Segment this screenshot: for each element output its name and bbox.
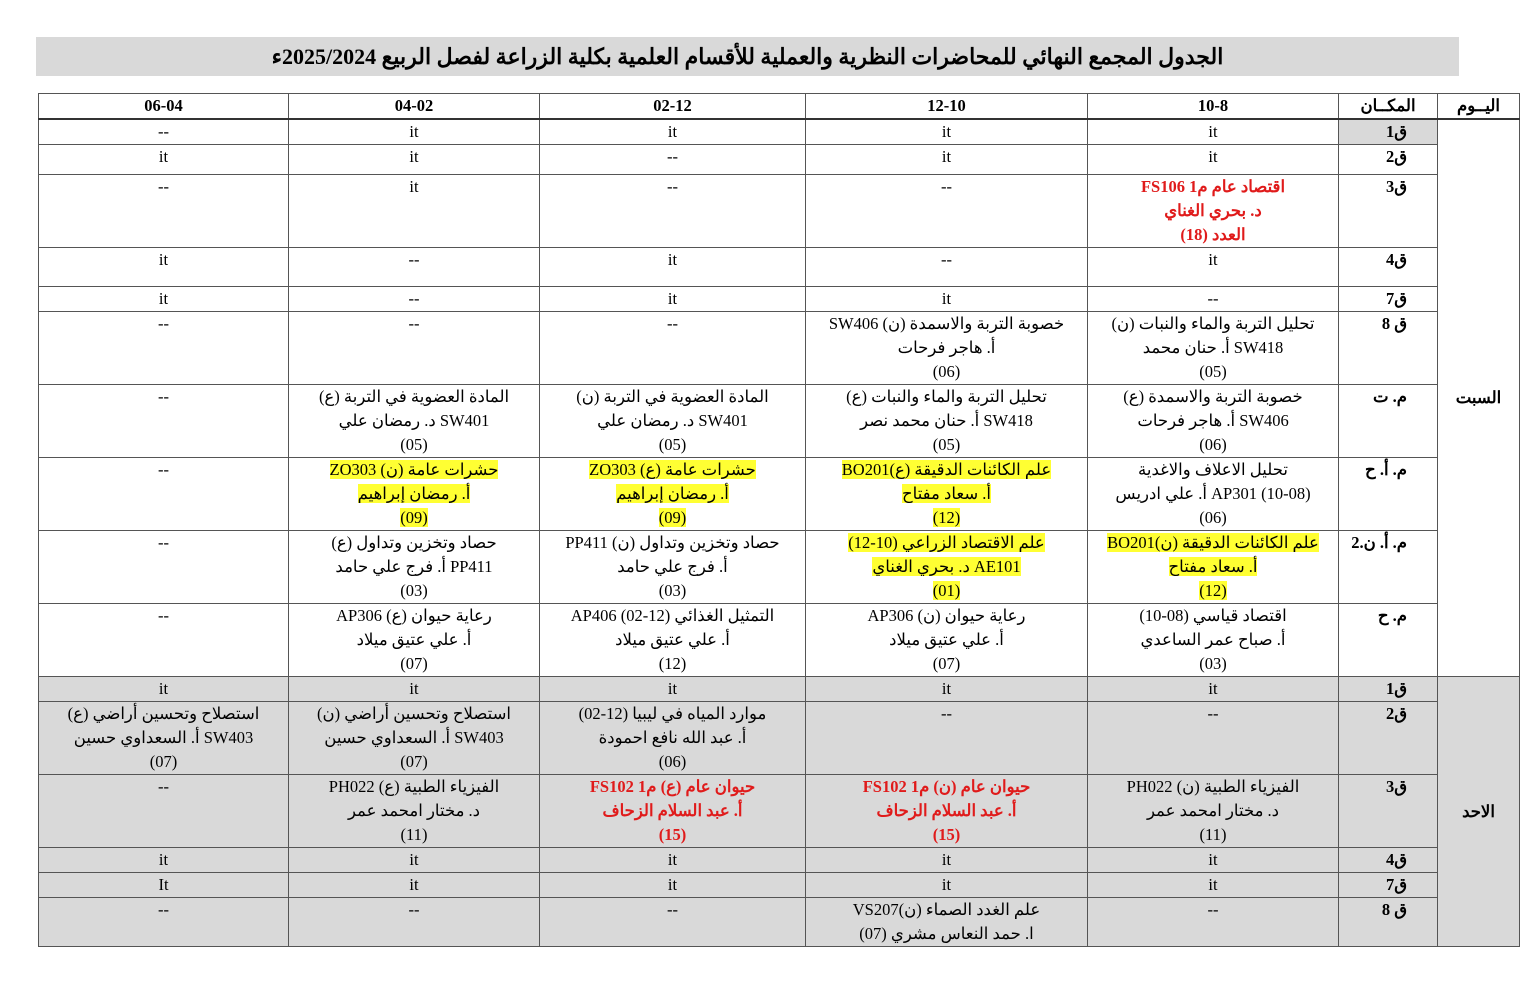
- course-name: اقتصاد عام م1 FS106: [1140, 177, 1286, 196]
- table-row: [39, 385, 1520, 458]
- course-name: استصلاح وتحسين أراضي (ع): [67, 704, 260, 723]
- lecturer: أ. عبد السلام الزحاف: [602, 801, 743, 820]
- cell: it: [289, 119, 540, 145]
- lecture-cell: [806, 775, 1088, 848]
- place-cell: ق4: [1339, 248, 1438, 287]
- group-number: (09): [658, 508, 687, 527]
- lecturer: ا. حمد النعاس مشري (07): [859, 924, 1034, 943]
- schedule-table: [38, 93, 1520, 947]
- cell: --: [289, 898, 540, 947]
- lecturer: أ. فرج علي حامد: [617, 557, 728, 576]
- cell: --: [39, 775, 289, 848]
- lecturer: SW403 أ. السعداوي حسين: [324, 728, 504, 747]
- course-name: المادة العضوية في التربة (ن): [576, 387, 769, 406]
- table-row: [39, 458, 1520, 531]
- cell: it: [1088, 145, 1339, 175]
- cell: it: [540, 873, 806, 898]
- course-name: استصلاح وتحسين أراضي (ن): [316, 704, 512, 723]
- cell: --: [1088, 702, 1339, 775]
- group-number: (07): [149, 752, 178, 771]
- cell: it: [289, 677, 540, 702]
- lecture-cell: [806, 531, 1088, 604]
- cell: it: [806, 287, 1088, 312]
- group-number: (05): [932, 435, 961, 454]
- day-sunday: الاحد: [1438, 677, 1520, 947]
- group-number: (07): [932, 654, 961, 673]
- cell: --: [39, 119, 289, 145]
- cell: it: [806, 145, 1088, 175]
- lecturer: د. مختار امحمد عمر: [1146, 801, 1280, 820]
- course-name: الفيزياء الطبية (ع) PH022: [328, 777, 500, 796]
- lecture-cell: [806, 458, 1088, 531]
- place-cell: ق 8: [1339, 312, 1438, 385]
- table-row: [39, 898, 1520, 947]
- course-name: حشرات عامة (ع) ZO303: [589, 460, 756, 479]
- group-number: (05): [658, 435, 687, 454]
- lecture-cell: [289, 458, 540, 531]
- header-slot-3: 02-12: [540, 94, 806, 120]
- place-cell: ق3: [1339, 175, 1438, 248]
- group-number: (11): [1199, 825, 1227, 844]
- cell: --: [289, 248, 540, 287]
- cell: it: [540, 287, 806, 312]
- course-name: خصوبة التربة والاسمدة (ن) SW406: [828, 314, 1065, 333]
- course-name: خصوبة التربة والاسمدة (ع): [1123, 387, 1303, 406]
- lecturer: أ. رمضان إبراهيم: [357, 484, 471, 503]
- group-number: (12): [932, 508, 961, 527]
- cell: it: [289, 873, 540, 898]
- header-slot-1: 10-8: [1088, 94, 1339, 120]
- lecturer: أ. صباح عمر الساعدي: [1140, 630, 1286, 649]
- lecturer: أ. سعاد مفتاح: [1168, 557, 1258, 576]
- lecture-cell: [289, 385, 540, 458]
- course-name: اقتصاد قياسي (08-10): [1139, 606, 1287, 625]
- cell: it: [806, 119, 1088, 145]
- cell: --: [540, 898, 806, 947]
- cell: it: [289, 145, 540, 175]
- lecturer: أ. علي عتيق ميلاد: [356, 630, 472, 649]
- header-slot-4: 04-02: [289, 94, 540, 120]
- place-cell: ق4: [1339, 848, 1438, 873]
- cell: --: [39, 604, 289, 677]
- group-number: (03): [1199, 654, 1227, 673]
- lecturer: SW418 أ. حنان محمد: [1142, 338, 1284, 357]
- group-number: (07): [400, 654, 428, 673]
- group-number: (12): [1199, 581, 1227, 600]
- lecture-cell: [1088, 604, 1339, 677]
- cell: --: [540, 145, 806, 175]
- student-count: (15): [932, 825, 961, 844]
- student-count: العدد (18): [1180, 225, 1246, 244]
- cell: it: [806, 677, 1088, 702]
- cell: --: [39, 385, 289, 458]
- table-row: [39, 702, 1520, 775]
- place-cell: م. أ. ن.2: [1339, 531, 1438, 604]
- course-name: حيوان عام (ع) م1 FS102: [589, 777, 756, 796]
- place-cell: م. ت: [1339, 385, 1438, 458]
- lecture-cell: [540, 531, 806, 604]
- group-number: (01): [932, 581, 961, 600]
- table-row: [39, 248, 1520, 287]
- lecture-cell: [1088, 175, 1339, 248]
- cell: --: [1088, 287, 1339, 312]
- course-name: علم الاقتصاد الزراعي (10-12): [848, 533, 1045, 552]
- cell: it: [806, 873, 1088, 898]
- place-cell: م. ح: [1339, 604, 1438, 677]
- lecturer: أ. عبد الله نافع احمودة: [598, 728, 747, 747]
- group-number: (06): [1199, 508, 1227, 527]
- lecture-cell: [540, 775, 806, 848]
- lecture-cell: [540, 458, 806, 531]
- place-cell: ق2: [1339, 145, 1438, 175]
- header-row: [39, 94, 1520, 120]
- cell: it: [806, 848, 1088, 873]
- course-name: علم الكائنات الدقيقة (ن)BO201: [1107, 533, 1319, 552]
- course-name: التمثيل الغذائي (12-02) AP406: [570, 606, 775, 625]
- day-saturday: السبت: [1438, 119, 1520, 677]
- cell: it: [1088, 848, 1339, 873]
- group-number: (12): [658, 654, 687, 673]
- lecture-cell: [289, 604, 540, 677]
- header-slot-2: 12-10: [806, 94, 1088, 120]
- cell: --: [806, 702, 1088, 775]
- cell: --: [1088, 898, 1339, 947]
- cell: it: [39, 145, 289, 175]
- cell: --: [540, 175, 806, 248]
- place-cell: ق1: [1339, 119, 1438, 145]
- group-number: (11): [400, 825, 428, 844]
- table-row: [39, 848, 1520, 873]
- table-row: [39, 531, 1520, 604]
- lecture-cell: [540, 604, 806, 677]
- table-row: [39, 287, 1520, 312]
- cell: it: [289, 175, 540, 248]
- lecture-cell: [1088, 385, 1339, 458]
- course-name: علم الغدد الصماء (ن)VS207: [852, 900, 1041, 919]
- lecturer: AP301 (10-08) أ. علي ادريس: [1115, 484, 1311, 503]
- lecture-cell: [1088, 458, 1339, 531]
- lecturer: أ. عبد السلام الزحاف: [876, 801, 1017, 820]
- header-day: اليــوم: [1438, 94, 1520, 120]
- group-number: (09): [400, 508, 428, 527]
- group-number: (05): [1199, 362, 1227, 381]
- table-row: [39, 873, 1520, 898]
- lecture-cell: [1088, 775, 1339, 848]
- cell: --: [39, 458, 289, 531]
- cell: --: [540, 312, 806, 385]
- student-count: (15): [658, 825, 687, 844]
- place-cell: ق 8: [1339, 898, 1438, 947]
- course-name: رعاية حيوان (ع) AP306: [336, 606, 492, 625]
- group-number: (03): [658, 581, 687, 600]
- page-title: الجدول المجمع النهائي للمحاضرات النظرية والعملية للأقسام العلمية بكلية الزراعة لفصل الربيع 2025/2024ء: [271, 43, 1224, 69]
- cell: it: [540, 677, 806, 702]
- table-row: [39, 145, 1520, 175]
- cell: it: [1088, 119, 1339, 145]
- cell: it: [1088, 677, 1339, 702]
- group-number: (05): [400, 435, 428, 454]
- cell: it: [540, 848, 806, 873]
- lecturer: SW401 د. رمضان علي: [597, 411, 748, 430]
- group-number: (06): [1199, 435, 1227, 454]
- table-row: [39, 677, 1520, 702]
- lecturer: AE101 د. بحري الغناي: [872, 557, 1021, 576]
- table-row: [39, 175, 1520, 248]
- header-place: المكــان: [1339, 94, 1438, 120]
- place-cell: ق3: [1339, 775, 1438, 848]
- lecturer: أ. علي عتيق ميلاد: [889, 630, 1004, 649]
- course-name: موارد المياه في ليبيا (12-02): [578, 704, 767, 723]
- course-name: تحليل الاعلاف والاغدية: [1138, 460, 1288, 479]
- cell: it: [1088, 873, 1339, 898]
- lecture-cell: [1088, 312, 1339, 385]
- table-row: [39, 312, 1520, 385]
- course-name: الفيزياء الطبية (ن) PH022: [1126, 777, 1300, 796]
- cell: --: [39, 312, 289, 385]
- course-name: المادة العضوية في التربة (ع): [318, 387, 510, 406]
- course-name: حصاد وتخزين وتداول (ع): [331, 533, 497, 552]
- group-number: (03): [400, 581, 428, 600]
- cell: it: [39, 287, 289, 312]
- course-name: حشرات عامة (ن) ZO303: [329, 460, 499, 479]
- lecturer: د. مختار امحمد عمر: [347, 801, 481, 820]
- cell: --: [39, 898, 289, 947]
- lecture-cell: [289, 702, 540, 775]
- course-name: حصاد وتخزين وتداول (ن) PP411: [565, 533, 780, 552]
- cell: --: [289, 287, 540, 312]
- cell: it: [1088, 248, 1339, 287]
- place-cell: ق7: [1339, 873, 1438, 898]
- cell: it: [39, 677, 289, 702]
- lecture-cell: [806, 312, 1088, 385]
- lecture-cell: [806, 898, 1088, 947]
- cell: --: [39, 175, 289, 248]
- lecturer: SW403 أ. السعداوي حسين: [73, 728, 254, 747]
- lecturer: PP411 أ. فرج علي حامد: [335, 557, 493, 576]
- place-cell: ق1: [1339, 677, 1438, 702]
- lecture-cell: [806, 604, 1088, 677]
- lecturer: SW406 أ. هاجر فرحات: [1137, 411, 1289, 430]
- cell: It: [39, 873, 289, 898]
- lecturer: أ. هاجر فرحات: [897, 338, 996, 357]
- lecture-cell: [540, 702, 806, 775]
- course-name: حيوان عام (ن) م1 FS102: [862, 777, 1031, 796]
- table-row: [39, 775, 1520, 848]
- course-name: تحليل التربة والماء والنبات (ع): [846, 387, 1047, 406]
- cell: it: [39, 248, 289, 287]
- table-row: [39, 604, 1520, 677]
- cell: it: [289, 848, 540, 873]
- course-name: علم الكائنات الدقيقة (ع)BO201: [841, 460, 1052, 479]
- cell: it: [540, 248, 806, 287]
- cell: it: [540, 119, 806, 145]
- course-name: رعاية حيوان (ن) AP306: [867, 606, 1026, 625]
- cell: --: [289, 312, 540, 385]
- lecturer: أ. رمضان إبراهيم: [616, 484, 729, 503]
- cell: --: [806, 248, 1088, 287]
- lecture-cell: [1088, 531, 1339, 604]
- cell: --: [806, 175, 1088, 248]
- place-cell: م. أ. ح: [1339, 458, 1438, 531]
- header-slot-5: 06-04: [39, 94, 289, 120]
- table-row: [39, 119, 1520, 145]
- lecturer: أ. علي عتيق ميلاد: [615, 630, 730, 649]
- lecturer: د. بحري الغناي: [1164, 201, 1262, 220]
- place-cell: ق2: [1339, 702, 1438, 775]
- course-name: تحليل التربة والماء والنبات (ن): [1111, 314, 1315, 333]
- cell: --: [39, 531, 289, 604]
- lecture-cell: [39, 702, 289, 775]
- lecture-cell: [540, 385, 806, 458]
- place-cell: ق7: [1339, 287, 1438, 312]
- group-number: (07): [400, 752, 428, 771]
- group-number: (06): [658, 752, 687, 771]
- lecturer: SW401 د. رمضان علي: [338, 411, 490, 430]
- lecture-cell: [289, 775, 540, 848]
- lecture-cell: [806, 385, 1088, 458]
- lecturer: أ. سعاد مفتاح: [902, 484, 991, 503]
- lecturer: SW418 أ. حنان محمد نصر: [860, 411, 1033, 430]
- lecture-cell: [289, 531, 540, 604]
- cell: it: [39, 848, 289, 873]
- title-bar: [36, 37, 1459, 76]
- group-number: (06): [932, 362, 961, 381]
